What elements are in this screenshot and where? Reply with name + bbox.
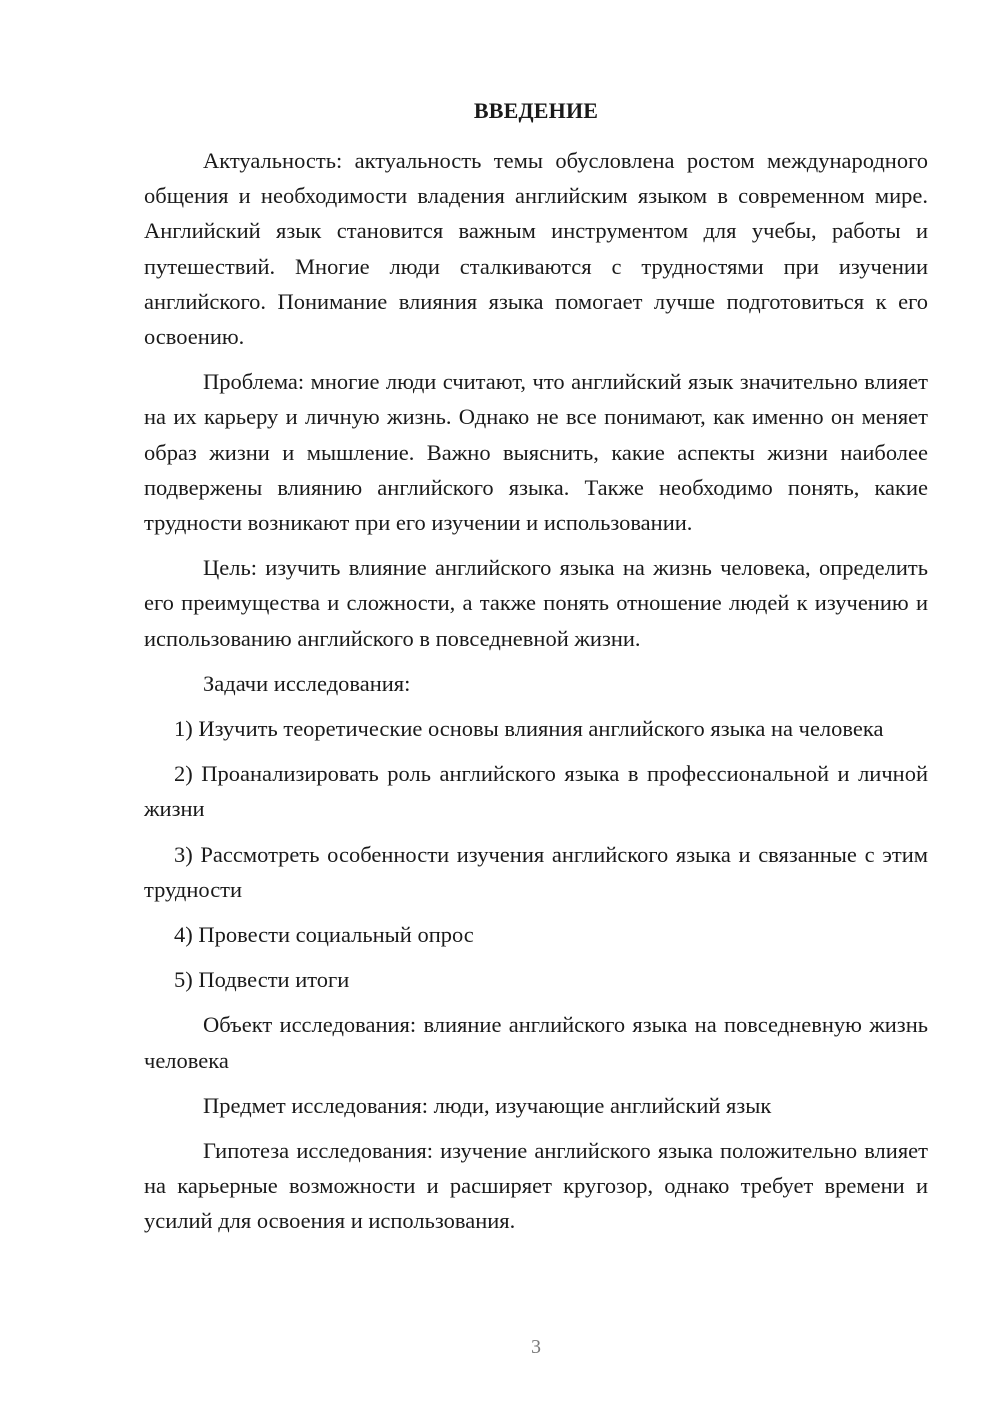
task-item-1: 1) Изучить теоретические основы влияния английского языка на человека (174, 716, 884, 742)
paragraph-tasks-heading: Задачи исследования: (203, 670, 411, 696)
paragraph-problem: Проблема: многие люди считают, что английский язык значительно влияет на их карьеру и личную жизнь. Однако не все понимают, как именно он меняет образ жизни и мышление. Важно выяснить, какие аспекты жизни наиболее подвержены влиянию английского языка. Также необходимо понять, какие трудности возникают при его изучении и использовании. (144, 369, 928, 536)
paragraph-goal: Цель: изучить влияние английского языка на жизнь человека, определить его преимущества и сложности, а также понять отношение людей к изучению и использованию английского в повседневной жизни. (144, 555, 928, 651)
paragraph-object: Объект исследования: влияние английского языка на повседневную жизнь человека (144, 1012, 928, 1073)
page-content (144, 96, 928, 1249)
paragraph-subject: Предмет исследования: люди, изучающие английский язык (203, 1092, 772, 1118)
paragraph-hypothesis: Гипотеза исследования: изучение английского языка положительно влияет на карьерные возможности и расширяет кругозор, однако требует времени и усилий для освоения и использования. (144, 1138, 928, 1234)
section-title: ВВЕДЕНИЕ (473, 98, 599, 123)
paragraph-relevance: Актуальность: актуальность темы обусловлена ростом международного общения и необходимости владения английским языком в современном мире. Английский язык становится важным инструментом для учебы, работы и путешествий. Многие люди сталкиваются с трудностями при изучении английского. Понимание влияния языка помогает лучше подготовиться к его освоению. (144, 148, 928, 350)
task-item-3: 3) Рассмотреть особенности изучения английского языка и связанные с этим трудности (144, 841, 928, 902)
task-item-2: 2) Проанализировать роль английского языка в профессиональной и личной жизни (144, 761, 928, 822)
page-number: 3 (531, 1336, 541, 1358)
task-item-5: 5) Подвести итоги (174, 967, 350, 993)
task-item-4: 4) Провести социальный опрос (174, 922, 474, 948)
